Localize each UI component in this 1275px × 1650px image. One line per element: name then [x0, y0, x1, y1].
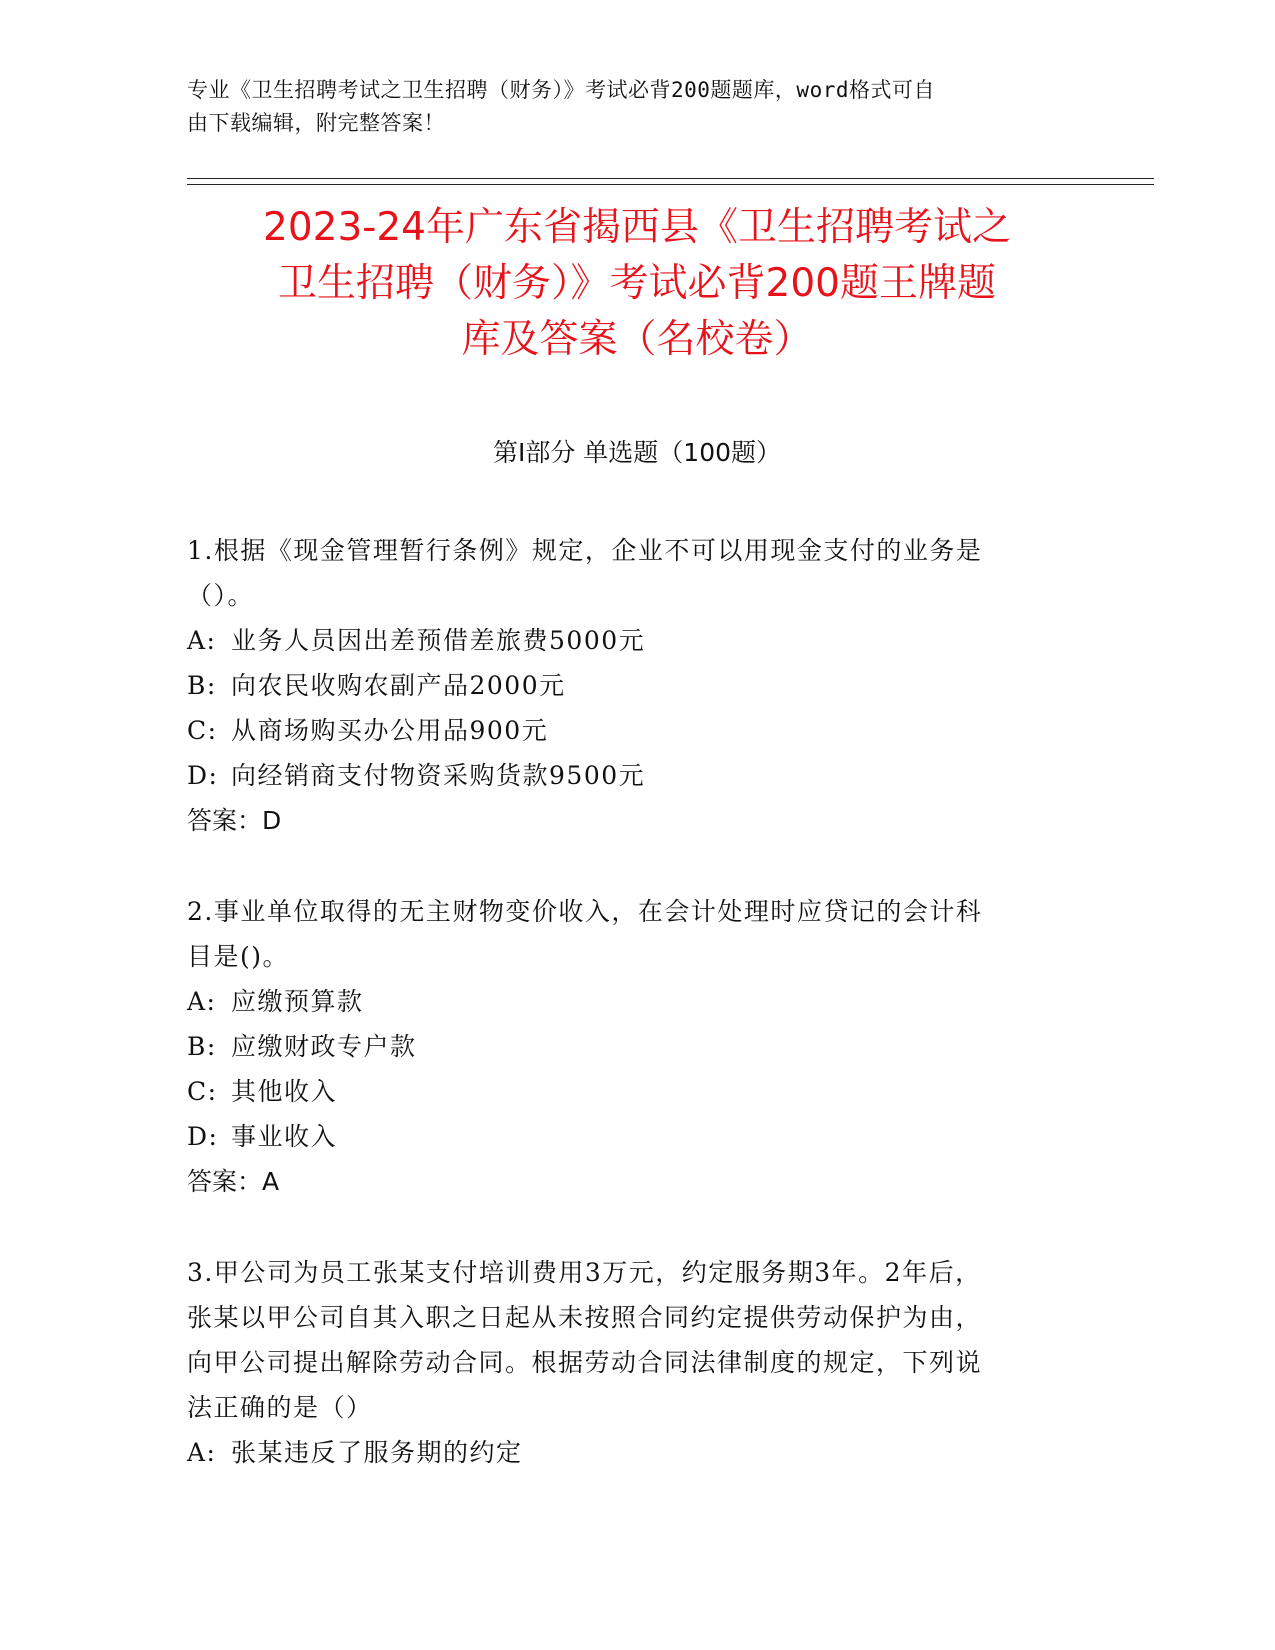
intro-paragraph [187, 74, 1067, 140]
option-key: A: [187, 1438, 217, 1467]
option-key: A: [187, 987, 217, 1016]
section-heading: 第Ⅰ部分 单选题（100题） [492, 438, 782, 467]
option-text: 业务人员因出差预借差旅费5000元 [231, 626, 646, 655]
option-d [187, 753, 1067, 798]
option-b [187, 663, 1067, 708]
intro-line: 由下载编辑，附完整答案！ [187, 111, 445, 135]
option-text: 事业收入 [231, 1122, 338, 1151]
option-text: 张某违反了服务期的约定 [231, 1438, 523, 1467]
title-line: 卫生招聘（财务）》考试必背200题王牌题 [278, 261, 996, 306]
question-text: 2.事业单位取得的无主财物变价收入，在会计处理时应贷记的会计科 [187, 897, 983, 926]
option-key: C: [187, 1077, 218, 1106]
answer-line: 答案：A [187, 1167, 280, 1196]
option-b [187, 1024, 1067, 1069]
question-spacer [187, 843, 1067, 889]
question-text: 张某以甲公司自其入职之日起从未按照合同约定提供劳动保护为由， [187, 1303, 983, 1332]
question-text: （）。 [187, 581, 255, 610]
question-text: 目是()。 [187, 942, 290, 971]
question-text: 法正确的是（） [187, 1393, 373, 1422]
option-key: B: [187, 671, 217, 700]
option-text: 其他收入 [231, 1077, 338, 1106]
option-a [187, 618, 1067, 663]
option-key: C: [187, 716, 218, 745]
option-a [187, 979, 1067, 1024]
answer-line: 答案：D [187, 806, 282, 835]
title-line: 库及答案（名校卷） [461, 317, 813, 362]
option-text: 向农民收购农副产品2000元 [231, 671, 566, 700]
header-divider-top [187, 178, 1154, 179]
option-d [187, 1114, 1067, 1159]
option-a [187, 1430, 1067, 1475]
question-text: 3.甲公司为员工张某支付培训费用3万元，约定服务期3年。2年后， [187, 1258, 982, 1287]
question-item [187, 1250, 1067, 1475]
option-text: 应缴财政专户款 [231, 1032, 417, 1061]
intro-line: 专业《卫生招聘考试之卫生招聘（财务）》考试必背200题题库，word格式可自 [187, 78, 935, 102]
question-item [187, 889, 1067, 1204]
question-spacer [187, 1204, 1067, 1250]
option-c [187, 708, 1067, 753]
question-list [187, 528, 1067, 1475]
option-key: D: [187, 1122, 219, 1151]
option-text: 应缴预算款 [231, 987, 364, 1016]
option-c [187, 1069, 1067, 1114]
option-text: 向经销商支付物资采购货款9500元 [231, 761, 646, 790]
document-title [187, 200, 1087, 368]
question-item [187, 528, 1067, 843]
question-text: 1.根据《现金管理暂行条例》规定，企业不可以用现金支付的业务是 [187, 536, 983, 565]
option-key: A: [187, 626, 217, 655]
question-text: 向甲公司提出解除劳动合同。根据劳动合同法律制度的规定，下列说 [187, 1348, 983, 1377]
option-text: 从商场购买办公用品900元 [231, 716, 549, 745]
option-key: D: [187, 761, 219, 790]
option-key: B: [187, 1032, 217, 1061]
header-divider-bottom [187, 184, 1154, 185]
title-line: 2023-24年广东省揭西县《卫生招聘考试之 [263, 205, 1011, 250]
